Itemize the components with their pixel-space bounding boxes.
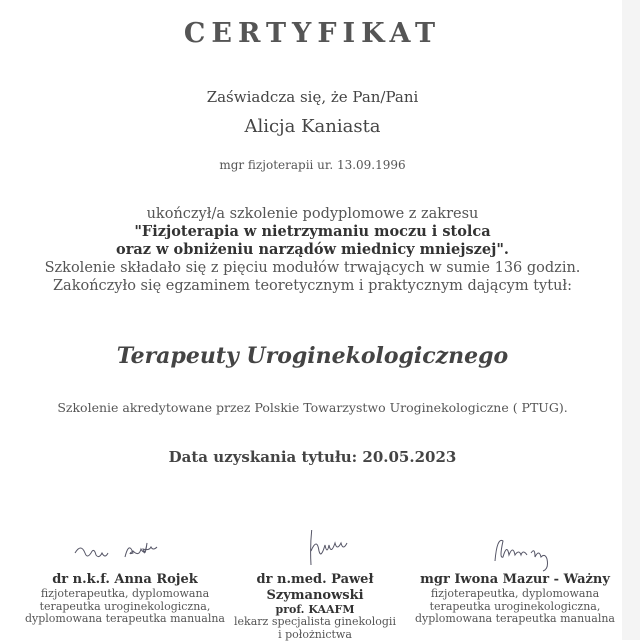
intro-text: Zaświadcza się, że Pan/Pani [0, 88, 625, 106]
signatory-title: terapeutka uroginekologiczna, [410, 601, 620, 614]
accreditation-text: Szkolenie akredytowane przez Polskie Towarzystwo Uroginekologiczne ( PTUG). [0, 400, 625, 415]
signatory-title: fizjoterapeutka, dyplomowana [20, 588, 230, 601]
course-name-line: "Fizjoterapia w nietrzymaniu moczu i stolca [134, 223, 490, 240]
body-line: Szkolenie składało się z pięciu modułów trwających w sumie 136 godzin. [0, 259, 625, 277]
signatory-3 [410, 530, 620, 626]
signature-image [455, 530, 575, 572]
date-line: Data uzyskania tytułu: 20.05.2023 [0, 448, 625, 466]
awarded-title: Terapeuty Uroginekologicznego [0, 343, 625, 369]
signatory-title: dyplomowana terapeutka manualna [20, 613, 230, 626]
signature-image [65, 530, 185, 572]
signatory-2 [210, 530, 420, 641]
signature-image [255, 530, 375, 572]
certificate-title: CERTYFIKAT [0, 18, 625, 49]
body-line: Zakończyło się egzaminem teoretycznym i praktycznym dającym tytuł: [0, 277, 625, 295]
signatory-name: mgr Iwona Mazur - Ważny [410, 572, 620, 588]
course-name-line: oraz w obniżeniu narządów miednicy mniejszej". [116, 241, 509, 258]
signatory-title: lekarz specjalista ginekologii [210, 616, 420, 629]
signatory-name: dr n.k.f. Anna Rojek [20, 572, 230, 588]
signatory-title: fizjoterapeutka, dyplomowana [410, 588, 620, 601]
signatory-1 [20, 530, 230, 626]
signatory-title: dyplomowana terapeutka manualna [410, 613, 620, 626]
signatory-title: i położnictwa [210, 629, 420, 641]
signatory-title: terapeutka uroginekologiczna, [20, 601, 230, 614]
recipient-name: Alicja Kaniasta [0, 116, 625, 137]
recipient-degree: mgr fizjoterapii ur. 13.09.1996 [0, 158, 625, 172]
body-line: ukończył/a szkolenie podyplomowe z zakresu [0, 205, 625, 223]
signatory-title: prof. KAAFM [210, 604, 420, 616]
certificate-body [0, 205, 625, 295]
signatory-name: dr n.med. Paweł Szymanowski [210, 572, 420, 604]
